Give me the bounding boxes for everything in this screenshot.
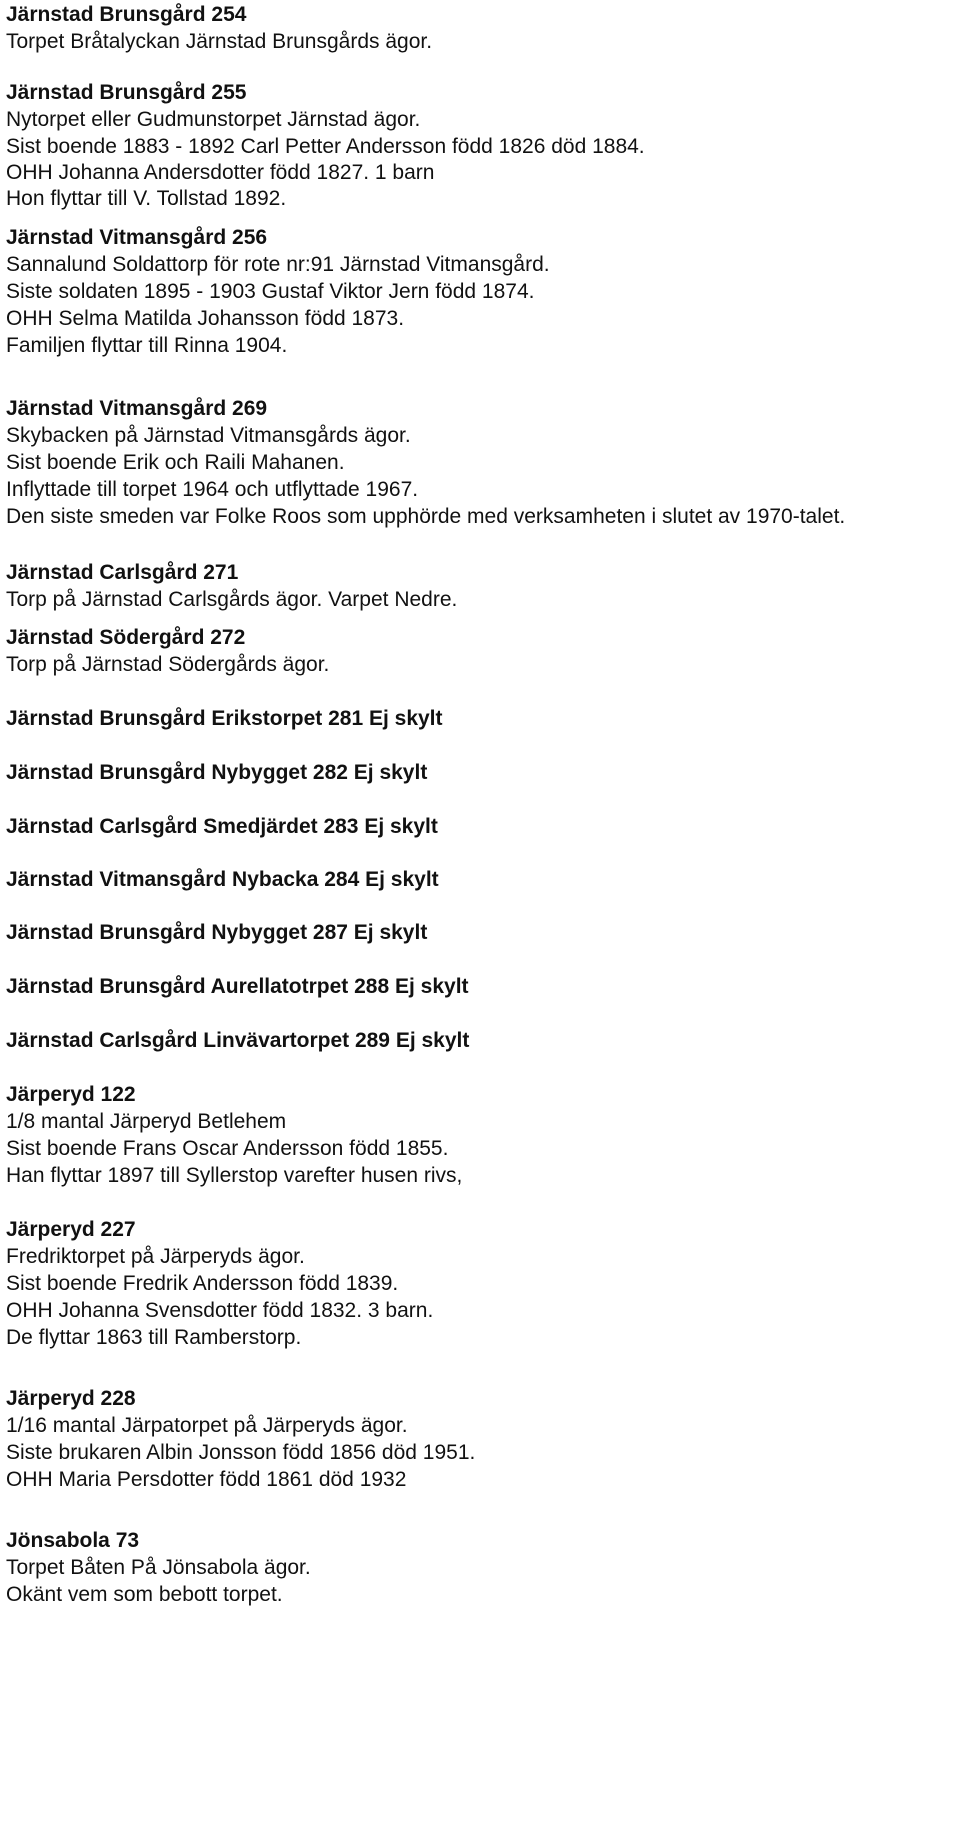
entry-heading: Järnstad Brunsgård 255 bbox=[6, 81, 247, 104]
entry-heading: Järnstad Södergård 272 bbox=[6, 626, 246, 649]
entry-line: Siste soldaten 1895 - 1903 Gustaf Viktor Jern född 1874. bbox=[6, 280, 535, 303]
entry-heading: Järnstad Brunsgård Nybygget 282 Ej skylt bbox=[6, 761, 428, 784]
entry-heading: Järperyd 228 bbox=[6, 1387, 136, 1410]
entry-line: OHH Johanna Andersdotter född 1827. 1 barn bbox=[6, 161, 435, 184]
entry-line: Hon flyttar till V. Tollstad 1892. bbox=[6, 187, 287, 210]
entry-line: OHH Selma Matilda Johansson född 1873. bbox=[6, 307, 405, 330]
entry-line: Torpet Bråtalyckan Järnstad Brunsgårds ägor. bbox=[6, 30, 433, 53]
entry-line: Sist boende Fredrik Andersson född 1839. bbox=[6, 1272, 399, 1295]
entry-line: Siste brukaren Albin Jonsson född 1856 död 1951. bbox=[6, 1441, 476, 1464]
entry-line: Torp på Järnstad Södergårds ägor. bbox=[6, 653, 330, 676]
entry-line: Okänt vem som bebott torpet. bbox=[6, 1583, 283, 1606]
entry-heading: Järnstad Vitmansgård 256 bbox=[6, 226, 268, 249]
entry-line: Torpet Båten På Jönsabola ägor. bbox=[6, 1556, 311, 1579]
entry-line: Den siste smeden var Folke Roos som upphörde med verksamheten i slutet av 1970-talet. bbox=[6, 505, 846, 528]
entry-line: Skybacken på Järnstad Vitmansgårds ägor. bbox=[6, 424, 411, 447]
entry-line: OHH Johanna Svensdotter född 1832. 3 barn. bbox=[6, 1299, 434, 1322]
entry-heading: Järnstad Carlsgård Smedjärdet 283 Ej skylt bbox=[6, 815, 438, 838]
entry-heading: Järperyd 227 bbox=[6, 1218, 136, 1241]
entry-heading: Järperyd 122 bbox=[6, 1083, 136, 1106]
entry-heading: Järnstad Carlsgård Linvävartorpet 289 Ej skylt bbox=[6, 1029, 470, 1052]
entry-line: Sist boende 1883 - 1892 Carl Petter Andersson född 1826 död 1884. bbox=[6, 135, 645, 158]
entry-line: Sist boende Frans Oscar Andersson född 1855. bbox=[6, 1137, 449, 1160]
entry-line: 1/16 mantal Järpatorpet på Järperyds ägor. bbox=[6, 1414, 408, 1437]
entry-heading: Järnstad Brunsgård Erikstorpet 281 Ej skylt bbox=[6, 707, 443, 730]
entry-heading: Järnstad Brunsgård 254 bbox=[6, 3, 247, 26]
entry-heading: Järnstad Carlsgård 271 bbox=[6, 561, 239, 584]
entry-line: De flyttar 1863 till Ramberstorp. bbox=[6, 1326, 302, 1349]
entry-line: Inflyttade till torpet 1964 och utflyttade 1967. bbox=[6, 478, 419, 501]
entry-line: Han flyttar 1897 till Syllerstop varefter husen rivs, bbox=[6, 1164, 463, 1187]
entry-heading: Jönsabola 73 bbox=[6, 1529, 140, 1552]
entry-line: Familjen flyttar till Rinna 1904. bbox=[6, 334, 288, 357]
entry-line: Sist boende Erik och Raili Mahanen. bbox=[6, 451, 345, 474]
entry-line: 1/8 mantal Järperyd Betlehem bbox=[6, 1110, 287, 1133]
entry-line: Fredriktorpet på Järperyds ägor. bbox=[6, 1245, 305, 1268]
entry-heading: Järnstad Brunsgård Nybygget 287 Ej skylt bbox=[6, 921, 428, 944]
entry-heading: Järnstad Vitmansgård Nybacka 284 Ej skylt bbox=[6, 868, 439, 891]
entry-heading: Järnstad Vitmansgård 269 bbox=[6, 397, 268, 420]
entry-heading: Järnstad Brunsgård Aurellatotrpet 288 Ej skylt bbox=[6, 975, 469, 998]
entry-line: Sannalund Soldattorp för rote nr:91 Järnstad Vitmansgård. bbox=[6, 253, 550, 276]
entry-line: Nytorpet eller Gudmunstorpet Järnstad ägor. bbox=[6, 108, 421, 131]
entry-line: Torp på Järnstad Carlsgårds ägor. Varpet Nedre. bbox=[6, 588, 458, 611]
entry-line: OHH Maria Persdotter född 1861 död 1932 bbox=[6, 1468, 407, 1491]
